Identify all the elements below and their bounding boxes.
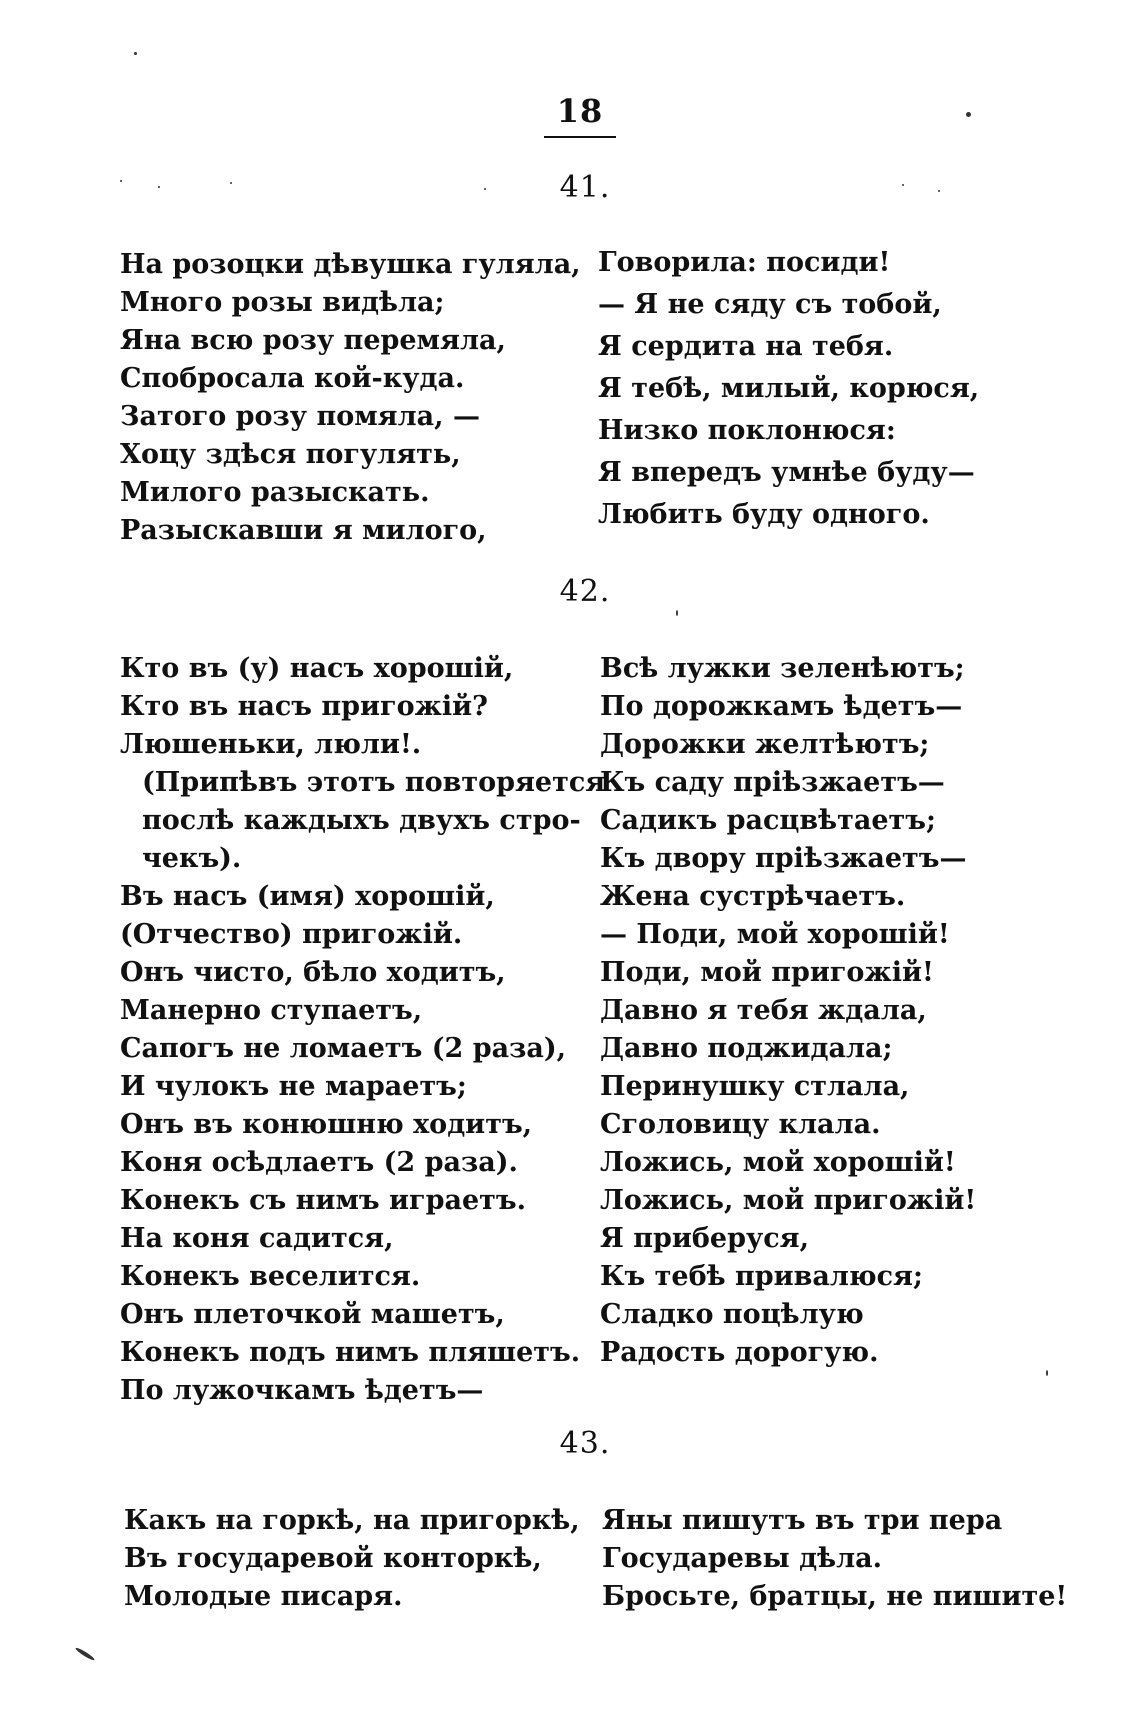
print-speck [484,188,486,190]
verse-line: Давно я тебя ждала, [600,995,927,1026]
refrain-note-line: (Припѣвъ этотъ повторяется [142,767,606,798]
song-41-number: 41. [559,170,611,205]
verse-line: Онъ плеточкой машетъ, [120,1299,505,1330]
verse-line: Конекъ подъ нимъ пляшетъ. [120,1337,581,1368]
verse-line: Къ саду пріѣзжаетъ— [600,767,945,798]
verse-line: Садикъ расцвѣтаетъ; [600,805,936,836]
verse-line: Сладко поцѣлую [600,1299,864,1330]
verse-line: Манерно ступаетъ, [120,995,423,1026]
refrain-note-line: послѣ каждыхъ двухъ стро- [142,805,581,836]
verse-line: Радость дорогую. [600,1337,879,1368]
verse-line: Въ насъ (имя) хорошій, [120,881,495,912]
verse-line: Хоцу здѣся погулять, [120,439,461,470]
verse-line: Поди, мой пригожій! [600,957,934,988]
song-41-left-column [120,246,581,550]
page-number: 18 [556,92,604,130]
verse-line: Кто въ (у) насъ хорошій, [120,653,514,684]
print-speck [676,610,678,616]
print-speck [902,184,904,186]
verse-line: Молодые писаря. [124,1581,403,1612]
print-speck [75,1646,96,1661]
verse-line: Дорожки желтѣютъ; [600,729,930,760]
song-43-number: 43. [559,1426,611,1461]
song-42-number: 42. [559,574,611,609]
song-43-left-column [124,1502,580,1616]
verse-line: Бросьте, братцы, не пишите! [602,1581,1068,1612]
verse-line: Онъ чисто, бѣло ходитъ, [120,957,506,988]
print-speck [230,182,232,184]
verse-line: Ложись, мой хорошій! [600,1147,956,1178]
print-speck [158,186,160,188]
verse-line: Ложись, мой пригожій! [600,1185,977,1216]
verse-line: Говорила: посиди! [598,247,891,278]
verse-line: — Поди, мой хорошій! [600,919,950,950]
song-43-right-column [602,1502,1067,1616]
verse-line: Я сердита на тебя. [598,331,894,362]
verse-line: Конекъ съ нимъ играетъ. [120,1185,526,1216]
verse-line: На коня садится, [120,1223,394,1254]
print-speck [134,52,137,55]
print-speck [120,180,122,182]
verse-line: Я тебѣ, милый, корюся, [598,373,980,404]
refrain-note-line: чекъ). [142,843,242,874]
verse-line: Низко поклонюся: [598,415,896,446]
verse-line: Коня осѣдлаетъ (2 раза). [120,1147,518,1178]
song-42-right-column [600,650,976,1372]
verse-line: Къ двору пріѣзжаетъ— [600,843,967,874]
verse-line: Затого розу помяла, — [120,401,480,432]
verse-line: Сапогъ не ломаетъ (2 раза), [120,1033,567,1064]
verse-line: Всѣ лужки зеленѣютъ; [600,653,965,684]
verse-line: Какъ на горкѣ, на пригоркѣ, [124,1505,580,1536]
verse-line: Яна всю розу перемяла, [120,325,506,356]
verse-line: Сголовицу клала. [600,1109,881,1140]
verse-line: По лужочкамъ ѣдетъ— [120,1375,484,1406]
verse-line: Милого разыскать. [120,477,430,508]
verse-line: Я приберуся, [600,1223,810,1254]
verse-line: Много розы видѣла; [120,287,445,318]
verse-line: (Отчество) пригожій. [120,919,463,950]
verse-line: Къ тебѣ привалюся; [600,1261,923,1292]
page-number-rule [544,136,616,138]
verse-line: Спобросала кой-куда. [120,363,465,394]
print-speck [1046,1370,1048,1376]
print-speck [938,190,940,192]
verse-line: Перинушку стлала, [600,1071,910,1102]
verse-line: На розоцки дѣвушка гуляла, [120,249,581,280]
verse-line: Я впередъ умнѣе буду— [598,457,975,488]
verse-line: И чулокъ не мараетъ; [120,1071,467,1102]
verse-line: Яны пишутъ въ три пера [602,1505,1003,1536]
verse-line: — Я не сяду съ тобой, [598,289,942,320]
verse-line: По дорожкамъ ѣдетъ— [600,691,963,722]
verse-line: Разыскавши я милого, [120,515,487,546]
song-42-left-column [120,650,605,1410]
verse-line: Государевы дѣла. [602,1543,883,1574]
verse-line: Любить буду одного. [598,499,930,530]
verse-line: Конекъ веселится. [120,1261,421,1292]
verse-line: Кто въ насъ пригожій? [120,691,488,722]
verse-line: Жена сустрѣчаетъ. [600,881,906,912]
verse-line: Давно поджидала; [600,1033,893,1064]
song-41-right-column [598,242,979,536]
verse-line: Въ государевой конторкѣ, [124,1543,542,1574]
verse-line: Онъ въ конюшню ходитъ, [120,1109,533,1140]
print-speck [966,112,971,117]
verse-line: Люшеньки, люли!. [120,729,422,760]
